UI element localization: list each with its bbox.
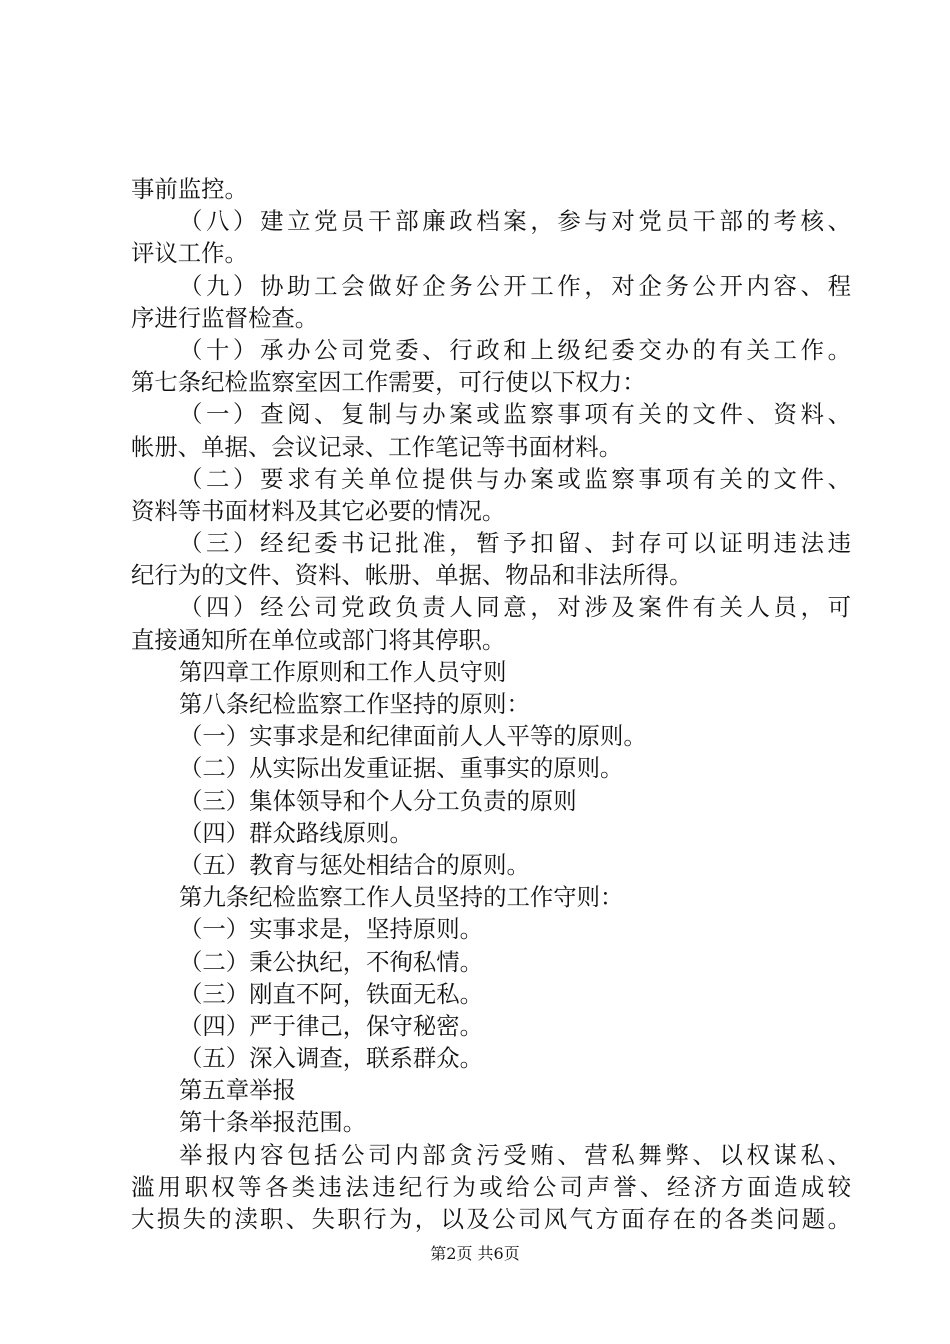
article-heading: 第十条举报范围。 bbox=[179, 1108, 367, 1137]
article-heading: 第九条纪检监察工作人员坚持的工作守则： bbox=[179, 883, 624, 912]
text-line: （二）要求有关单位提供与办案或监察事项有关的文件、 bbox=[179, 464, 851, 493]
text-line: 直接通知所在单位或部门将其停职。 bbox=[131, 625, 506, 654]
text-line: 第七条纪检监察室因工作需要，可行使以下权力： bbox=[131, 368, 646, 397]
document-body bbox=[131, 173, 851, 1235]
list-item: （一）实事求是和纪律面前人人平等的原则。 bbox=[179, 722, 647, 751]
text-line: （十）承办公司党委、行政和上级纪委交办的有关工作。 bbox=[179, 335, 851, 364]
text-line: 滥用职权等各类违法违纪行为或给公司声誉、经济方面造成较 bbox=[131, 1172, 851, 1201]
list-item: （二）从实际出发重证据、重事实的原则。 bbox=[179, 754, 624, 783]
list-item: （二）秉公执纪，不徇私情。 bbox=[179, 947, 484, 976]
text-line: （八）建立党员干部廉政档案，参与对党员干部的考核、 bbox=[179, 207, 851, 236]
list-item: （四）严于律己，保守秘密。 bbox=[179, 1011, 484, 1040]
text-line: （三）经纪委书记批准，暂予扣留、封存可以证明违法违 bbox=[179, 529, 851, 558]
page-number-footer: 第2页 共6页 bbox=[430, 1244, 520, 1263]
text-line: 纪行为的文件、资料、帐册、单据、物品和非法所得。 bbox=[131, 561, 693, 590]
text-line: 举报内容包括公司内部贪污受贿、营私舞弊、以权谋私、 bbox=[179, 1140, 851, 1169]
list-item: （五）深入调查，联系群众。 bbox=[179, 1044, 484, 1073]
list-item: （五）教育与惩处相结合的原则。 bbox=[179, 850, 530, 879]
text-line: 资料等书面材料及其它必要的情况。 bbox=[131, 496, 506, 525]
list-item: （三）集体领导和个人分工负责的原则 bbox=[179, 786, 577, 815]
list-item: （三）刚直不阿，铁面无私。 bbox=[179, 979, 484, 1008]
text-line: （一）查阅、复制与办案或监察事项有关的文件、资料、 bbox=[179, 400, 851, 429]
list-item: （四）群众路线原则。 bbox=[179, 818, 413, 847]
text-line: 序进行监督检查。 bbox=[131, 303, 319, 332]
list-item: （一）实事求是，坚持原则。 bbox=[179, 915, 484, 944]
text-line: 帐册、单据、会议记录、工作笔记等书面材料。 bbox=[131, 432, 623, 461]
chapter-heading: 第五章举报 bbox=[179, 1076, 296, 1105]
text-line: 事前监控。 bbox=[131, 175, 248, 203]
text-line: （九）协助工会做好企务公开工作，对企务公开内容、程 bbox=[179, 271, 851, 300]
text-line: 评议工作。 bbox=[131, 239, 248, 268]
chapter-heading: 第四章工作原则和工作人员守则 bbox=[179, 657, 507, 686]
text-line: 大损失的渎职、失职行为，以及公司风气方面存在的各类问题。 bbox=[131, 1205, 851, 1233]
text-line: （四）经公司党政负责人同意，对涉及案件有关人员，可 bbox=[179, 593, 851, 622]
article-heading: 第八条纪检监察工作坚持的原则： bbox=[179, 690, 530, 718]
